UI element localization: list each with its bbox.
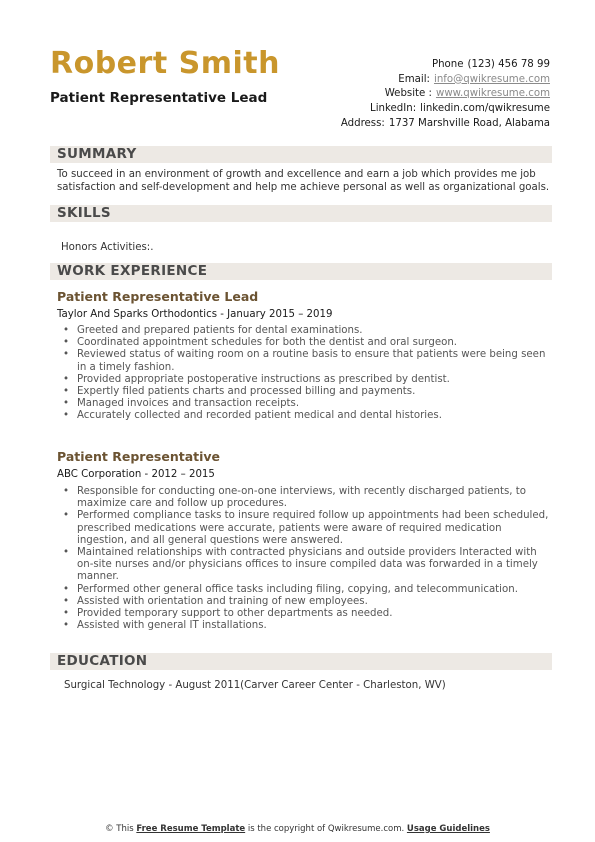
job-role: Patient Representative Lead — [57, 289, 259, 304]
education-section-header — [50, 653, 552, 670]
list-item: • Assisted with general IT installations. — [63, 620, 553, 632]
list-item: • Provided appropriate postoperative instructions as prescribed by dentist. — [63, 374, 553, 386]
usage-guidelines-link[interactable]: Usage Guidelines — [406, 824, 490, 834]
list-item: • Expertly filed patients charts and processed billing and payments. — [63, 386, 553, 398]
list-item: • Performed compliance tasks to insure required follow up appointments had been scheduled, prescribed medications were accurate, patients were aware of required medication ingestion, and all general questions were answered. — [63, 510, 553, 547]
summary-section-header — [50, 146, 552, 163]
section-title: SKILLS — [57, 205, 111, 221]
contact-label: Website : — [384, 88, 432, 100]
list-item: • Assisted with orientation and training of new employees. — [63, 596, 553, 608]
free-resume-template-link[interactable]: Free Resume Template — [136, 824, 246, 834]
footer-prefix: © This — [105, 824, 134, 834]
skills-text: Honors Activities:. — [61, 242, 154, 253]
job-company: Taylor And Sparks Orthodontics - January 2015 – 2019 — [57, 309, 333, 320]
list-item: • Accurately collected and recorded patient medical and dental histories. — [63, 410, 553, 422]
contact-label: Email: — [398, 73, 430, 85]
list-item: • Managed invoices and transaction receipts. — [63, 398, 553, 410]
list-item: • Greeted and prepared patients for dental examinations. — [63, 325, 553, 337]
contact-website — [341, 87, 550, 102]
contact-value: 1737 Marshville Road, Alabama — [388, 117, 550, 129]
summary-text: To succeed in an environment of growth and excellence and earn a job which provides me job satisfaction and self-development and help me achieve personal as well as organizational goals. — [57, 169, 550, 193]
section-title: SUMMARY — [57, 146, 137, 162]
list-item: • Performed other general office tasks including filing, copying, and telecommunication. — [63, 584, 553, 596]
skills-section-header — [50, 205, 552, 222]
list-item: • Reviewed status of waiting room on a routine basis to ensure that patients were being seen in a timely fashion. — [63, 349, 553, 373]
footer-middle: is the copyright of Qwikresume.com. — [247, 824, 405, 834]
job-company: ABC Corporation - 2012 – 2015 — [57, 469, 215, 480]
section-title: EDUCATION — [57, 653, 148, 669]
list-item: • Coordinated appointment schedules for both the dentist and oral surgeon. — [63, 337, 553, 349]
website-link[interactable]: www.qwikresume.com — [435, 88, 550, 100]
contact-value: (123) 456 78 99 — [467, 59, 550, 70]
list-item: • Responsible for conducting one-on-one interviews, with recently discharged patients, to maximize care and follow up procedures. — [63, 486, 553, 510]
contact-phone — [341, 58, 550, 73]
job-bullets — [63, 325, 553, 423]
contact-address — [341, 117, 550, 132]
contact-label: Address: — [340, 117, 385, 129]
copyright-footer — [0, 824, 595, 834]
work-section-header — [50, 263, 552, 280]
list-item: • Provided temporary support to other departments as needed. — [63, 608, 553, 620]
job-role: Patient Representative — [57, 449, 221, 464]
candidate-title: Patient Representative Lead — [50, 90, 268, 106]
list-item: • Maintained relationships with contracted physicians and outside providers Interacted with on-site nurses and/or physicians offices to insure compiled data was forwarded in a timely manner. — [63, 547, 553, 584]
contact-label: LinkedIn: — [370, 103, 417, 115]
contact-label: Phone — [431, 59, 464, 70]
contact-email — [341, 73, 550, 88]
contact-value: linkedin.com/qwikresume — [420, 103, 550, 115]
contact-block — [341, 58, 550, 132]
contact-linkedin — [341, 102, 550, 117]
section-title: WORK EXPERIENCE — [57, 263, 208, 279]
education-text: Surgical Technology - August 2011(Carver Career Center - Charleston, WV) — [64, 680, 446, 691]
candidate-name: Robert Smith — [50, 46, 280, 81]
email-link[interactable]: info@qwikresume.com — [433, 73, 550, 85]
job-bullets — [63, 486, 553, 632]
